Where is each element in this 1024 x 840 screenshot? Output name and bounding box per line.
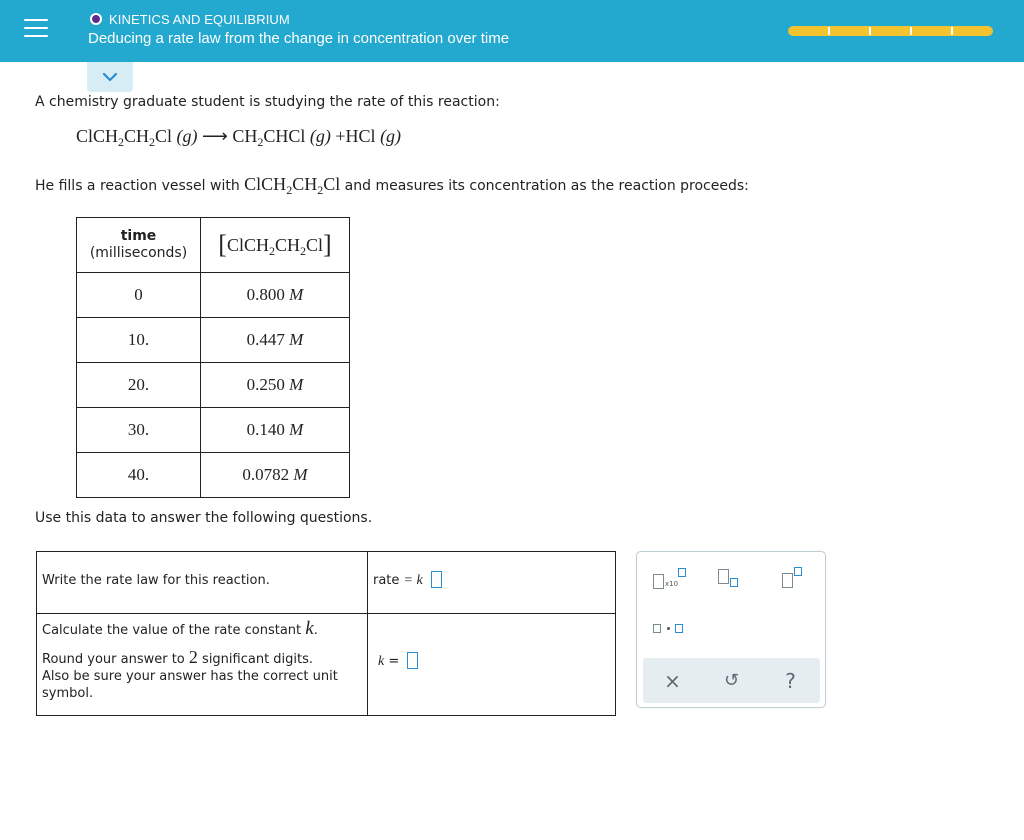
fills-text-after: and measures its concentration as the reaction proceeds: xyxy=(344,178,749,194)
round-text-after: significant digits. xyxy=(202,652,314,667)
time-cell: 30. xyxy=(77,408,201,453)
rate-law-answer-input[interactable] xyxy=(431,571,442,588)
topic-circle-icon xyxy=(90,13,102,25)
product2-phase: (g) xyxy=(380,126,402,146)
concentration-column-header: $[ClCH_2CH_2Cl]$ xyxy=(201,218,350,273)
time-cell: 0 xyxy=(77,273,201,318)
progress-segment-divider xyxy=(828,27,830,36)
top-bar xyxy=(0,0,1024,62)
concentration-cell: 0.0782 M xyxy=(201,453,350,498)
time-column-header: time (milliseconds) xyxy=(77,218,201,273)
progress-segment-divider xyxy=(910,27,912,36)
reaction-equation xyxy=(76,126,401,150)
reactant-formula: $ClCH_2CH_2Cl$ xyxy=(76,126,173,149)
k-label: k xyxy=(378,654,385,669)
table-row xyxy=(77,273,350,318)
problem-intro: A chemistry graduate student is studying the rate of this reaction: xyxy=(35,94,500,110)
question-row-rate-constant xyxy=(37,614,616,716)
product2-formula: HCl xyxy=(345,126,376,146)
progress-segment-divider xyxy=(951,27,953,36)
superscript-icon[interactable] xyxy=(777,564,811,594)
hamburger-menu-icon[interactable] xyxy=(24,19,48,41)
progress-bar xyxy=(788,26,993,36)
fills-sentence xyxy=(35,174,749,198)
subscript-icon[interactable] xyxy=(713,564,747,594)
concentration-data-table xyxy=(76,217,350,498)
topic-label: KINETICS AND EQUILIBRIUM xyxy=(109,11,290,27)
keypad-actions xyxy=(643,658,820,703)
concentration-cell: 0.250 M xyxy=(201,363,350,408)
rate-constant-answer-input[interactable] xyxy=(407,652,418,669)
inline-reactant-formula: $ClCH_2CH_2Cl$ xyxy=(244,174,341,197)
table-header-row xyxy=(77,218,350,273)
time-cell: 40. xyxy=(77,453,201,498)
table-row xyxy=(77,453,350,498)
period-text: . xyxy=(313,623,318,638)
math-keypad xyxy=(636,551,826,708)
rate-law-answer-cell xyxy=(368,552,616,614)
multiply-dot-icon[interactable] xyxy=(649,618,689,642)
progress-segment-divider xyxy=(869,27,871,36)
help-icon[interactable]: ? xyxy=(785,668,796,693)
time-cell: 20. xyxy=(77,363,201,408)
collapse-toggle-button[interactable] xyxy=(87,62,133,92)
product1-phase: (g) xyxy=(309,126,331,146)
questions-table xyxy=(36,551,616,716)
reactant-phase: (g) xyxy=(176,126,198,146)
progress-fill xyxy=(789,27,992,35)
concentration-cell: 0.140 M xyxy=(201,408,350,453)
clear-icon[interactable]: × xyxy=(664,668,681,693)
product1-formula: $CH_2CHCl$ xyxy=(232,126,306,149)
concentration-cell: 0.447 M xyxy=(201,318,350,363)
question-row-rate-law xyxy=(37,552,616,614)
unit-reminder-text: Also be sure your answer has the correct unit symbol. xyxy=(42,669,338,701)
time-cell: 10. xyxy=(77,318,201,363)
rate-label: rate xyxy=(373,573,400,588)
table-row xyxy=(77,408,350,453)
reaction-arrow: ⟶ xyxy=(202,126,228,146)
table-row xyxy=(77,363,350,408)
equals-sign: = xyxy=(388,654,400,669)
use-data-instruction: Use this data to answer the following questions. xyxy=(35,510,373,526)
plus-sign: + xyxy=(335,126,346,146)
rate-constant-prompt xyxy=(37,614,368,716)
concentration-cell: 0.800 M xyxy=(201,273,350,318)
x10-text: x10 xyxy=(665,580,679,588)
sig-digits-number: 2 xyxy=(188,647,198,667)
topic-row xyxy=(90,11,290,27)
rate-constant-prompt-text: Calculate the value of the rate constant xyxy=(42,623,302,638)
undo-icon[interactable]: ↺ xyxy=(723,670,740,691)
equals-k-label: = k xyxy=(403,573,423,588)
chevron-down-icon xyxy=(102,72,118,82)
rate-constant-answer-cell xyxy=(368,614,616,716)
fills-text-before: He fills a reaction vessel with xyxy=(35,178,240,194)
table-row xyxy=(77,318,350,363)
round-text-before: Round your answer to xyxy=(42,652,185,667)
page-title: Deducing a rate law from the change in concentration over time xyxy=(88,30,510,47)
k-variable: k xyxy=(305,618,314,639)
scientific-notation-icon[interactable] xyxy=(649,564,689,594)
rate-law-prompt: Write the rate law for this reaction. xyxy=(37,552,368,614)
